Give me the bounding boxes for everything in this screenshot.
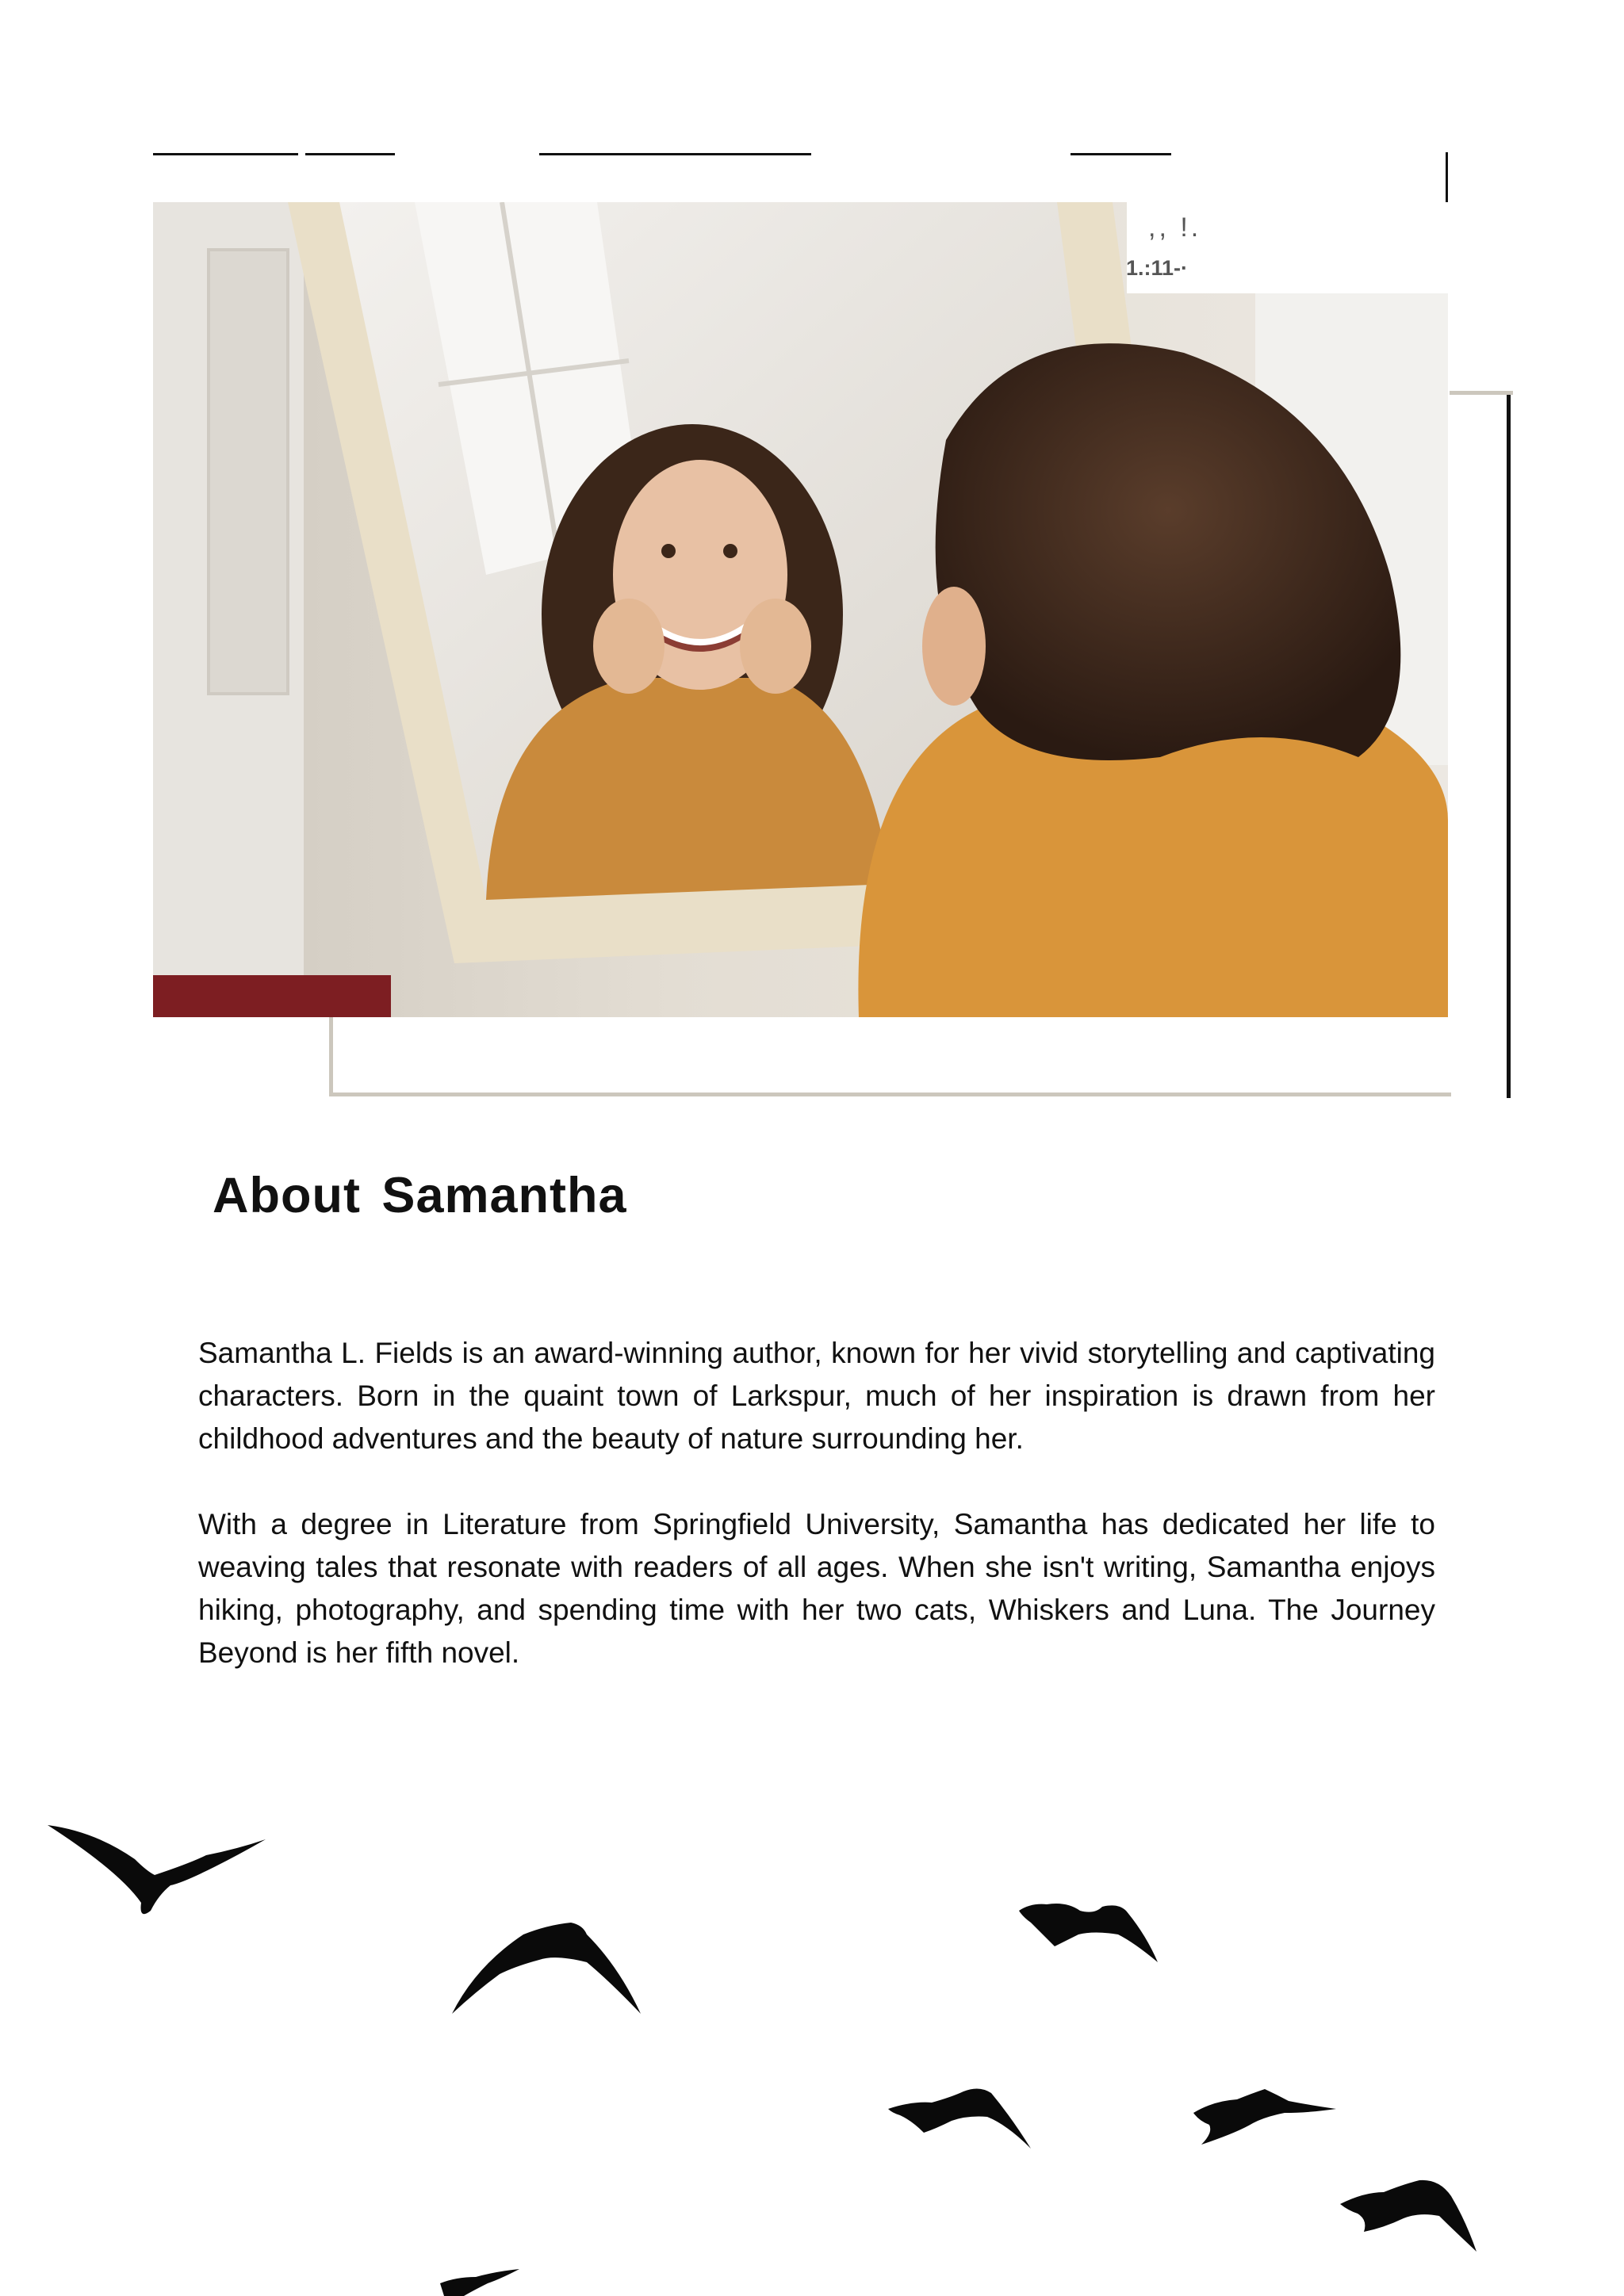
flying-birds-icon: [0, 1784, 1624, 2296]
photo-frame-right-line: [1450, 391, 1513, 395]
about-paragraph-1: Samantha L. Fields is an award-winning author, known for her vivid storytelling and captivating characters. Born in the quaint town of Larkspur, much of her inspiration is drawn from her childhood adventures and the beauty of nature surrounding her.: [198, 1337, 1435, 1455]
bird-icon: [1019, 1904, 1158, 1962]
bird-icon: [440, 2269, 519, 2296]
bird-icon: [1340, 2180, 1477, 2252]
about-heading: About Samantha: [213, 1168, 627, 1223]
bird-icon: [48, 1825, 266, 1914]
bird-icon: [888, 2088, 1031, 2149]
photo-caption-fragment-1: ,, !.: [1148, 212, 1202, 243]
bird-icon: [452, 1923, 641, 2014]
photo-caption-fragment-2: 1.:11-·: [1126, 256, 1189, 280]
photo-frame-vertical-bar: [1507, 395, 1511, 1098]
top-rule-2: [305, 153, 395, 155]
author-photo: [153, 202, 1448, 1017]
bird-icon: [1193, 2089, 1336, 2145]
top-rule-1: [153, 153, 298, 155]
top-rule-3: [539, 153, 811, 155]
photo-offset-frame: [329, 1017, 1451, 1096]
top-rule-4: [1071, 153, 1171, 155]
about-paragraph-2: With a degree in Literature from Springfield University, Samantha has dedicated her life to weaving tales that resonate with readers of all ages. When she isn't writing, Samantha enjoys hiking, photography, and spending time with her two cats, Whiskers and Luna. The Journey Beyond is her fifth novel.: [198, 1508, 1435, 1669]
